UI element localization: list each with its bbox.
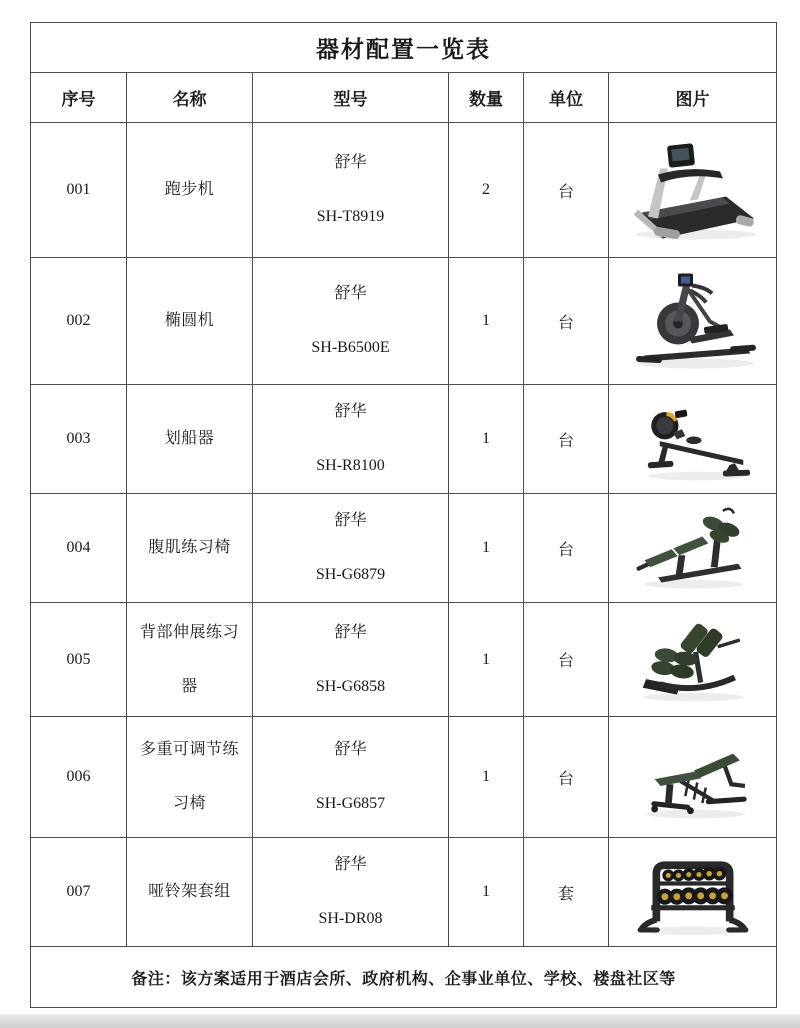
adjustable-bench-image <box>618 728 768 826</box>
unit-cell <box>524 838 609 947</box>
equipment-name-cell <box>127 717 253 838</box>
unit-cell <box>524 385 609 494</box>
equipment-name: 跑步机 <box>164 181 215 198</box>
equipment-photo <box>609 258 776 384</box>
image-cell <box>609 123 777 258</box>
table-row <box>31 494 777 603</box>
table-row <box>31 603 777 717</box>
brand-text: 舒华 <box>334 403 367 420</box>
model-cell <box>253 258 449 385</box>
equipment-name: 多重可调节练习椅 <box>139 741 239 812</box>
footer-note: 备注：该方案适用于酒店会所、政府机构、企事业单位、学校、楼盘社区等 <box>31 947 777 1008</box>
model-text: SH-G6879 <box>315 566 386 583</box>
column-header-unit: 单位 <box>524 73 609 123</box>
equipment-photo <box>609 603 776 716</box>
row-number: 005 <box>66 650 91 668</box>
row-number-cell <box>31 603 127 717</box>
row-number-cell <box>31 258 127 385</box>
model-cell <box>253 123 449 258</box>
brand-text: 舒华 <box>334 623 367 641</box>
equipment-name-cell <box>127 258 253 385</box>
table-row <box>31 838 777 947</box>
equipment-name-cell <box>127 603 253 717</box>
brand-text: 舒华 <box>334 285 367 302</box>
brand-text: 舒华 <box>334 856 367 873</box>
page-bottom-edge <box>0 1014 800 1028</box>
quantity-value: 1 <box>482 883 490 900</box>
column-header-qty: 数量 <box>449 73 524 123</box>
brand-text: 舒华 <box>334 512 367 529</box>
row-number-cell <box>31 494 127 603</box>
ab-bench-image <box>618 499 768 597</box>
row-number: 006 <box>66 768 91 785</box>
dumbbell-rack-image <box>618 843 768 941</box>
image-cell <box>609 258 777 385</box>
row-number: 007 <box>66 883 91 900</box>
rower-image <box>618 390 768 488</box>
unit-value: 台 <box>557 183 574 201</box>
equipment-table <box>30 22 777 1008</box>
model-cell <box>253 385 449 494</box>
quantity-cell <box>449 717 524 838</box>
row-number: 004 <box>66 539 91 556</box>
column-header-name: 名称 <box>127 73 253 123</box>
unit-value: 台 <box>557 432 574 450</box>
row-number-cell <box>31 838 127 947</box>
image-cell <box>609 717 777 838</box>
equipment-photo <box>609 385 776 493</box>
footer-row <box>31 947 777 1008</box>
equipment-name-cell <box>127 494 253 603</box>
image-cell <box>609 603 777 717</box>
model-text: SH-G6857 <box>315 795 386 812</box>
title-row <box>31 23 777 73</box>
column-header-no: 序号 <box>31 73 127 123</box>
column-header-model: 型号 <box>253 73 449 123</box>
row-number-cell <box>31 385 127 494</box>
equipment-photo <box>609 838 776 946</box>
row-number: 001 <box>66 181 91 198</box>
quantity-value: 1 <box>482 768 490 785</box>
quantity-cell <box>449 385 524 494</box>
equipment-name: 哑铃架套组 <box>148 883 231 900</box>
equipment-photo <box>609 717 776 837</box>
unit-value: 台 <box>557 770 574 788</box>
image-cell <box>609 494 777 603</box>
image-cell <box>609 838 777 947</box>
quantity-value: 1 <box>482 539 490 556</box>
quantity-value: 2 <box>482 181 490 198</box>
table-row <box>31 717 777 838</box>
unit-cell <box>524 494 609 603</box>
brand-text: 舒华 <box>334 741 367 758</box>
treadmill-image <box>618 129 768 251</box>
brand-text: 舒华 <box>334 154 367 171</box>
equipment-name: 背部伸展练习器 <box>139 623 239 695</box>
table-row <box>31 123 777 258</box>
unit-value: 台 <box>557 314 574 332</box>
model-cell <box>253 717 449 838</box>
quantity-cell <box>449 123 524 258</box>
row-number: 002 <box>66 312 91 329</box>
model-text: SH-B6500E <box>311 339 390 356</box>
quantity-cell <box>449 258 524 385</box>
row-number-cell <box>31 123 127 258</box>
equipment-photo <box>609 494 776 602</box>
unit-cell <box>524 603 609 717</box>
image-cell <box>609 385 777 494</box>
page-title: 器材配置一览表 <box>31 23 777 73</box>
unit-cell <box>524 258 609 385</box>
row-number: 003 <box>66 430 91 447</box>
unit-cell <box>524 717 609 838</box>
equipment-photo <box>609 123 776 257</box>
equipment-sheet <box>30 22 776 1008</box>
unit-value: 套 <box>557 885 574 903</box>
back-extension-image <box>618 611 768 709</box>
row-number-cell <box>31 717 127 838</box>
model-text: SH-T8919 <box>316 208 385 225</box>
model-text: SH-G6858 <box>315 677 386 695</box>
table-row <box>31 258 777 385</box>
quantity-cell <box>449 494 524 603</box>
header-row <box>31 73 777 123</box>
equipment-name: 划船器 <box>164 430 215 447</box>
quantity-cell <box>449 603 524 717</box>
quantity-value: 1 <box>482 312 490 329</box>
model-cell <box>253 494 449 603</box>
column-header-image: 图片 <box>609 73 777 123</box>
elliptical-image <box>618 263 768 379</box>
unit-value: 台 <box>557 653 574 670</box>
quantity-value: 1 <box>482 430 490 447</box>
model-cell <box>253 838 449 947</box>
unit-value: 台 <box>557 541 574 559</box>
model-text: SH-DR08 <box>318 910 383 927</box>
equipment-name-cell <box>127 838 253 947</box>
quantity-cell <box>449 838 524 947</box>
model-cell <box>253 603 449 717</box>
table-row <box>31 385 777 494</box>
equipment-name: 椭圆机 <box>164 312 215 329</box>
quantity-value: 1 <box>482 650 490 668</box>
equipment-name: 腹肌练习椅 <box>148 539 231 556</box>
unit-cell <box>524 123 609 258</box>
model-text: SH-R8100 <box>316 457 385 474</box>
equipment-name-cell <box>127 385 253 494</box>
equipment-name-cell <box>127 123 253 258</box>
